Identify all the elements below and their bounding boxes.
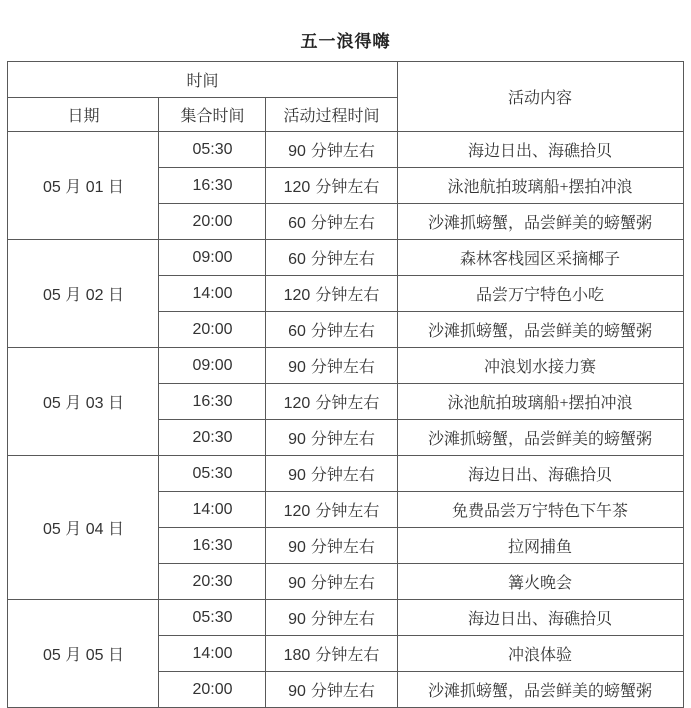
duration-cell [266,672,397,708]
duration-value: 90 [288,359,306,376]
header-time-group: 时间 [8,62,397,98]
duration-unit: 分钟左右 [315,647,380,664]
gather-time-cell: 14:00 [159,636,266,672]
activity-cell: 海边日出、海礁拾贝 [397,132,683,168]
duration-unit: 分钟左右 [310,323,375,340]
date-cell: 05 月 04 日 [8,456,159,600]
activity-cell: 品尝万宁特色小吃 [397,276,683,312]
duration-value: 120 [283,395,311,412]
header-gather-time: 集合时间 [159,98,266,132]
schedule-row [8,240,683,276]
activity-cell: 沙滩抓螃蟹，品尝鲜美的螃蟹粥 [397,312,683,348]
schedule-table [7,61,683,708]
schedule-row [8,132,683,168]
gather-time-cell: 05:30 [159,456,266,492]
schedule-header [8,62,683,132]
duration-value: 90 [288,575,306,592]
date-cell: 05 月 01 日 [8,132,159,240]
duration-unit: 分钟左右 [310,539,375,556]
gather-time-cell: 05:30 [159,600,266,636]
duration-unit: 分钟左右 [315,503,380,520]
duration-value: 60 [288,251,306,268]
duration-cell [266,204,397,240]
activity-cell: 拉网捕鱼 [397,528,683,564]
gather-time-cell: 16:30 [159,528,266,564]
duration-unit: 分钟左右 [310,431,375,448]
gather-time-cell: 20:30 [159,420,266,456]
duration-unit: 分钟左右 [310,611,375,628]
duration-value: 90 [288,611,306,628]
duration-cell [266,564,397,600]
activity-cell: 沙滩抓螃蟹，品尝鲜美的螃蟹粥 [397,420,683,456]
activity-cell: 泳池航拍玻璃船+摆拍冲浪 [397,384,683,420]
schedule-row [8,348,683,384]
duration-cell [266,240,397,276]
duration-cell [266,348,397,384]
activity-cell: 冲浪划水接力赛 [397,348,683,384]
duration-value: 120 [283,179,311,196]
gather-time-cell: 14:00 [159,276,266,312]
duration-cell [266,132,397,168]
header-date: 日期 [8,98,159,132]
duration-unit: 分钟左右 [310,683,375,700]
duration-value: 60 [288,323,306,340]
page-title: 五一浪得嗨 [300,32,391,51]
activity-cell: 篝火晚会 [397,564,683,600]
duration-unit: 分钟左右 [310,251,375,268]
activity-cell: 免费品尝万宁特色下午茶 [397,492,683,528]
duration-unit: 分钟左右 [315,395,380,412]
duration-value: 90 [288,143,306,160]
duration-cell [266,312,397,348]
gather-time-cell: 20:00 [159,204,266,240]
header-duration: 活动过程时间 [266,98,397,132]
duration-cell [266,384,397,420]
header-row-group [8,62,683,98]
duration-unit: 分钟左右 [310,143,375,160]
gather-time-cell: 14:00 [159,492,266,528]
duration-value: 60 [288,215,306,232]
duration-unit: 分钟左右 [310,575,375,592]
activity-cell: 海边日出、海礁拾贝 [397,456,683,492]
duration-cell [266,168,397,204]
duration-value: 90 [288,539,306,556]
gather-time-cell: 16:30 [159,168,266,204]
duration-value: 90 [288,467,306,484]
date-cell: 05 月 03 日 [8,348,159,456]
activity-cell: 海边日出、海礁拾贝 [397,600,683,636]
gather-time-cell: 09:00 [159,240,266,276]
duration-cell [266,492,397,528]
duration-cell [266,600,397,636]
activity-cell: 沙滩抓螃蟹，品尝鲜美的螃蟹粥 [397,672,683,708]
schedule-row [8,456,683,492]
duration-cell [266,636,397,672]
duration-unit: 分钟左右 [310,215,375,232]
activity-cell: 冲浪体验 [397,636,683,672]
duration-unit: 分钟左右 [310,467,375,484]
schedule-body [8,132,683,708]
duration-unit: 分钟左右 [310,359,375,376]
activity-cell: 森林客栈园区采摘椰子 [397,240,683,276]
duration-value: 90 [288,683,306,700]
gather-time-cell: 20:00 [159,312,266,348]
duration-value: 120 [283,287,311,304]
duration-unit: 分钟左右 [315,287,380,304]
gather-time-cell: 09:00 [159,348,266,384]
gather-time-cell: 20:30 [159,564,266,600]
activity-cell: 泳池航拍玻璃船+摆拍冲浪 [397,168,683,204]
header-activity: 活动内容 [397,62,683,132]
duration-cell [266,420,397,456]
date-cell: 05 月 05 日 [8,600,159,708]
duration-cell [266,528,397,564]
gather-time-cell: 05:30 [159,132,266,168]
duration-cell [266,456,397,492]
gather-time-cell: 20:00 [159,672,266,708]
duration-value: 90 [288,431,306,448]
gather-time-cell: 16:30 [159,384,266,420]
date-cell: 05 月 02 日 [8,240,159,348]
schedule-row [8,600,683,636]
duration-value: 180 [283,647,311,664]
duration-cell [266,276,397,312]
duration-unit: 分钟左右 [315,179,380,196]
activity-cell: 沙滩抓螃蟹，品尝鲜美的螃蟹粥 [397,204,683,240]
duration-value: 120 [283,503,311,520]
